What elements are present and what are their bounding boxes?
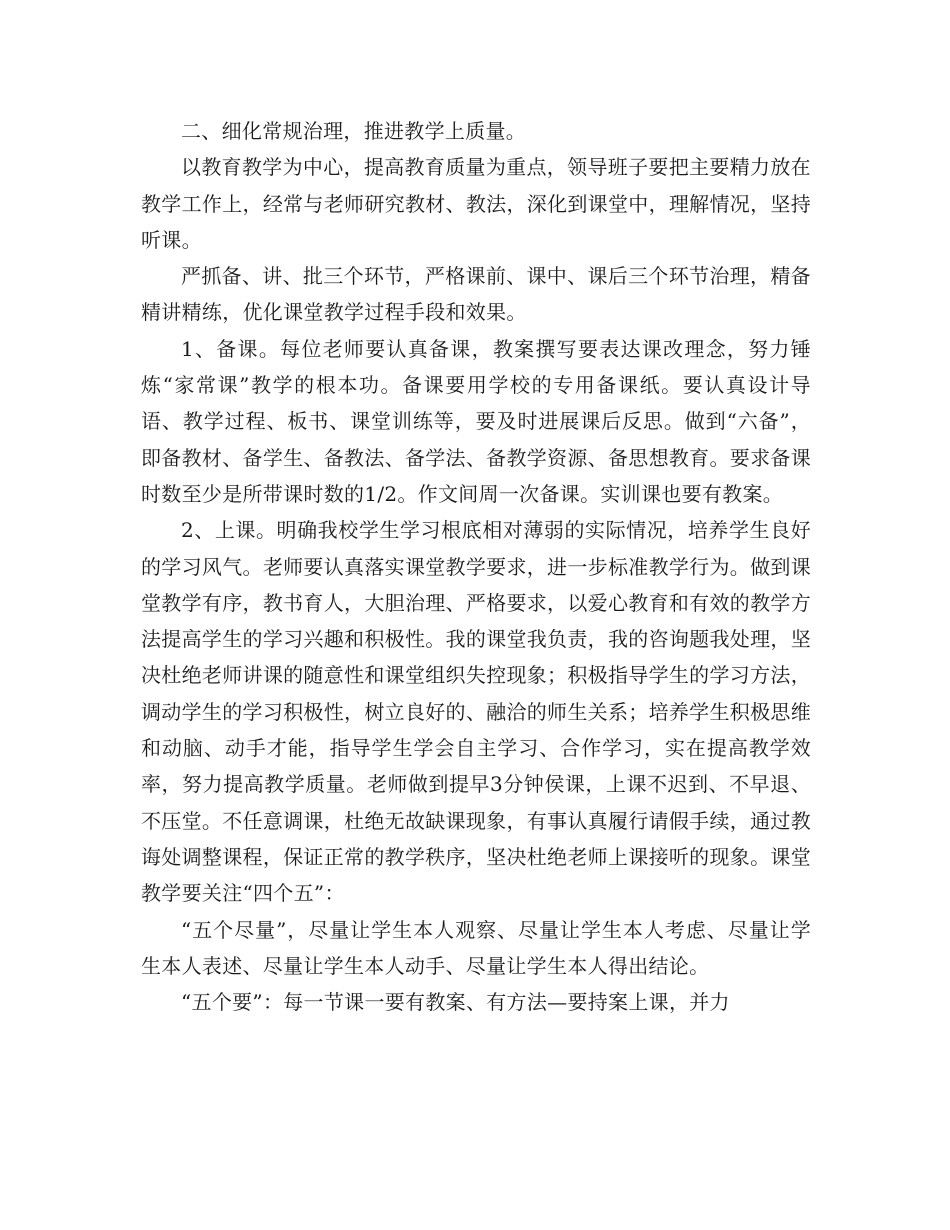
- paragraph-lesson-prep: 1、备课。每位老师要认真备课，教案撰写要表达课改理念，努力锤炼“家常课”教学的根本功。备课要用学校的专用备课纸。要认真设计导语、教学过程、板书、课堂训练等，要及时进展课后反思。做到“六备”，即备教材、备学生、备教法、备学法、备教学资源、备思想教育。要求备课时数至少是所带课时数的1/2。作文间周一次备课。实训课也要有教案。: [141, 336, 811, 506]
- paragraph-teaching-center: 以教育教学为中心，提高教育质量为重点，领导班子要把主要精力放在教学工作上，经常与老师研究教材、教法，深化到课堂中，理解情况，坚持听课。: [141, 155, 811, 252]
- paragraph-three-stages: 严抓备、讲、批三个环节，严格课前、课中、课后三个环节治理，精备精讲精练，优化课堂教学过程手段和效果。: [141, 264, 811, 325]
- paragraph-five-best: “五个尽量”，尽量让学生本人观察、尽量让学生本人考虑、尽量让学生本人表述、尽量让学生本人动手、尽量让学生本人得出结论。: [141, 917, 811, 978]
- paragraph-five-musts: “五个要”：每一节课一要有教案、有方法—要持案上课，并力: [181, 990, 730, 1015]
- paragraph-classroom: 2、上课。明确我校学生学习根底相对薄弱的实际情况，培养学生良好的学习风气。老师要认真落实课堂教学要求，进一步标准教学行为。做到课堂教学有序，教书育人，大胆治理、严格要求，以爱心教育和有效的教学方法提高学生的学习兴趣和积极性。我的课堂我负责，我的咨询题我处理，坚决杜绝老师讲课的随意性和课堂组织失控现象；积极指导学生的学习方法，调动学生的学习积极性，树立良好的、融洽的师生关系；培养学生积极思维和动脑、动手才能，指导学生学会自主学习、合作学习，实在提高教学效率，努力提高教学质量。老师做到提早3分钟侯课，上课不迟到、不早退、不压堂。不任意调课，杜绝无故缺课现象，有事认真履行请假手续，通过教诲处调整课程，保证正常的教学秩序，坚决杜绝老师上课接听的现象。课堂教学要关注“四个五”：: [141, 518, 811, 906]
- section-heading: 二、细化常规治理，推进教学上质量。: [181, 119, 527, 143]
- document-body: [141, 113, 811, 1020]
